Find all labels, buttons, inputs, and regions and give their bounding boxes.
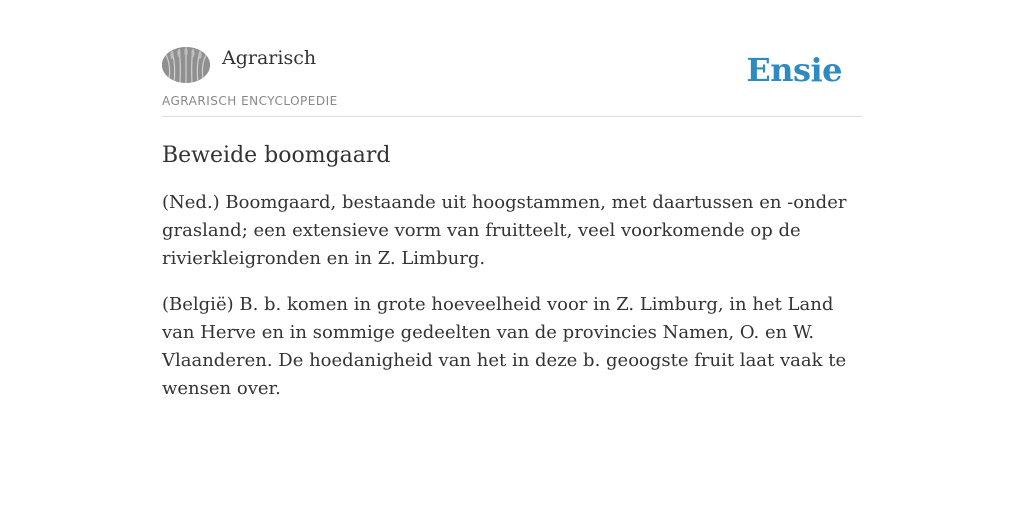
- wheat-icon[interactable]: [162, 47, 210, 83]
- header: [162, 0, 862, 117]
- page-container: [162, 0, 862, 403]
- source-subtitle: AGRARISCH ENCYCLOPEDIE: [162, 94, 338, 108]
- brand-logo-link[interactable]: Ensie: [746, 51, 842, 89]
- article-paragraph: (België) B. b. komen in grote hoeveelheid voor in Z. Limburg, in het Land van Herve en in sommige gedeelten van de provincies Namen, O. en W. Vlaanderen. De hoedanigheid van het in deze b. geoogste fruit laat vaak te wensen over.: [162, 294, 847, 399]
- source-name-link[interactable]: Agrarisch: [222, 47, 317, 69]
- article-paragraph: (Ned.) Boomgaard, bestaande uit hoogstammen, met daartussen en -onder grasland; een extensieve vorm van fruitteelt, veel voorkomende op de rivierkleigronden en in Z. Limburg.: [162, 192, 847, 269]
- article-title: Beweide boomgaard: [162, 143, 391, 168]
